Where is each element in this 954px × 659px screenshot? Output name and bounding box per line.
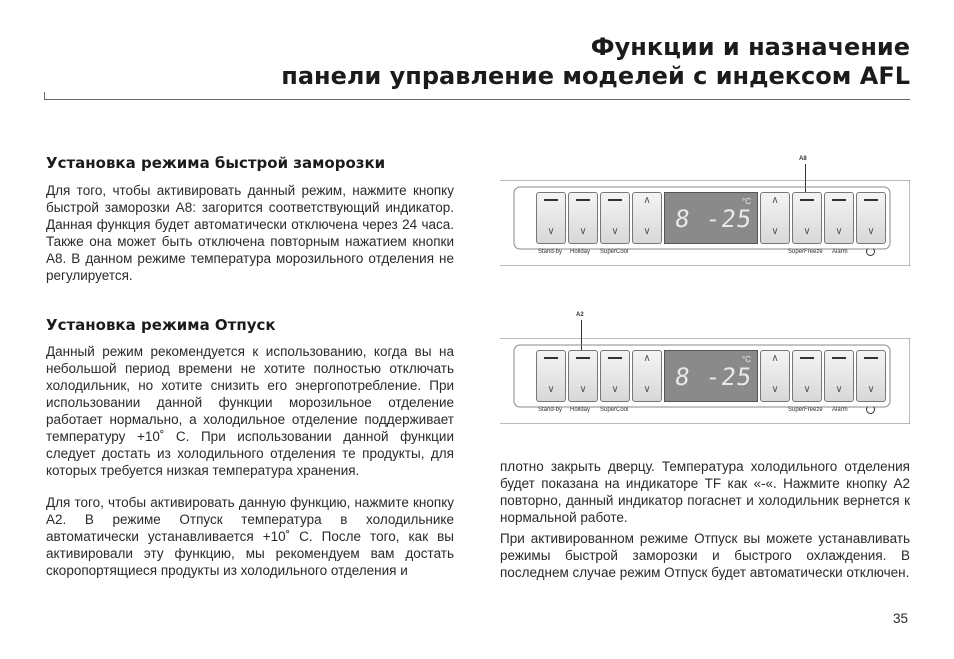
callout-a8: A8 [799,156,807,162]
button-fridge-temp[interactable]: ∧ ∨ [632,350,662,402]
button-fridge-temp[interactable]: ∧ ∨ [632,192,662,244]
button-supercool[interactable]: ∨ [600,192,630,244]
section-body-holiday-p2: Для того, чтобы активировать данную функцию, нажмите кнопку A2. В режиме Отпуск температура в холодильнике автоматически устанавливается +10˚ С. После того, как вы активировали эту функцию, мы рекомендуем вам достать скоропортящиеся продукты из холодильного отделения и [46,495,454,578]
control-panel-1 [500,180,910,266]
label-superfreeze: SuperFreeze [788,249,823,255]
title-line-2: панели управление моделей с индексом AFL [281,62,910,90]
header-rule [44,99,910,100]
button-power[interactable]: ∨ [856,350,886,402]
right-column-p1: плотно закрыть дверцу. Температура холодильного отделения будет показана на индикаторе TF как «-«. Нажмите кнопку A2 повторно, данный индикатор погаснет и холодильник вернется к нормальной работе. [500,459,910,525]
page-title [281,33,910,91]
label-standby: Stand-by [538,249,563,255]
display-unit: °C [742,355,751,364]
label-holiday: Holiday [570,407,591,413]
button-superfreeze[interactable]: ∨ [792,192,822,244]
button-standby[interactable]: ∨ [536,350,566,402]
label-supercool: SuperCool [600,407,629,413]
button-freezer-temp[interactable]: ∧ ∨ [760,192,790,244]
label-standby: Stand-by [538,407,563,413]
button-holiday[interactable]: ∨ [568,350,598,402]
display-unit: °C [742,197,751,206]
button-superfreeze[interactable]: ∨ [792,350,822,402]
label-holiday: Holiday [570,249,591,255]
power-icon [866,405,875,414]
label-alarm: Alarm [832,407,848,413]
right-column-p2: При активированном режиме Отпуск вы можете устанавливать режимы быстрой заморозки и быстрого охлаждения. В последнем случае режим Отпуск будет автоматически отключен. [500,531,910,580]
page-number: 35 [892,611,908,626]
button-holiday[interactable]: ∨ [568,192,598,244]
button-alarm[interactable]: ∨ [824,192,854,244]
display-digits: 8 -25 [673,205,755,233]
label-alarm: Alarm [832,249,848,255]
button-freezer-temp[interactable]: ∧ ∨ [760,350,790,402]
section-heading-holiday: Установка режима Отпуск [46,316,276,334]
button-power[interactable]: ∨ [856,192,886,244]
button-alarm[interactable]: ∨ [824,350,854,402]
temperature-display [664,192,758,244]
button-supercool[interactable]: ∨ [600,350,630,402]
temperature-display [664,350,758,402]
callout-a2: A2 [576,312,584,318]
section-body-quick-freeze: Для того, чтобы активировать данный режим, нажмите кнопку быстрой заморозки A8: загорится соответствующий индикатор. Данная функция будет автоматически отключена через 24 часа. Также она может быть отключена повторным нажатием кнопки A8. В данном режиме температура морозильного отделения не регулируется. [46,183,454,283]
label-supercool: SuperCool [600,249,629,255]
section-heading-quick-freeze: Установка режима быстрой заморозки [46,154,386,172]
button-standby[interactable]: ∨ [536,192,566,244]
title-line-1: Функции и назначение [590,33,910,61]
header-rule-tick [44,92,45,100]
control-panel-2 [500,338,910,424]
label-superfreeze: SuperFreeze [788,407,823,413]
section-body-holiday-p1: Данный режим рекомендуется к использованию, когда вы на небольшой период времени не хотите полностью отключать холодильник, но хотите снизить его энергопотребление. При использовании данной функции морозильное отделение работает нормально, а холодильное отделение поддерживает температуру +10˚ С. При использовании данной функции следует достать из холодильного отделения те продукты, для которых требуется низкая температура хранения. [46,344,454,478]
power-icon [866,247,875,256]
display-digits: 8 -25 [673,363,755,391]
